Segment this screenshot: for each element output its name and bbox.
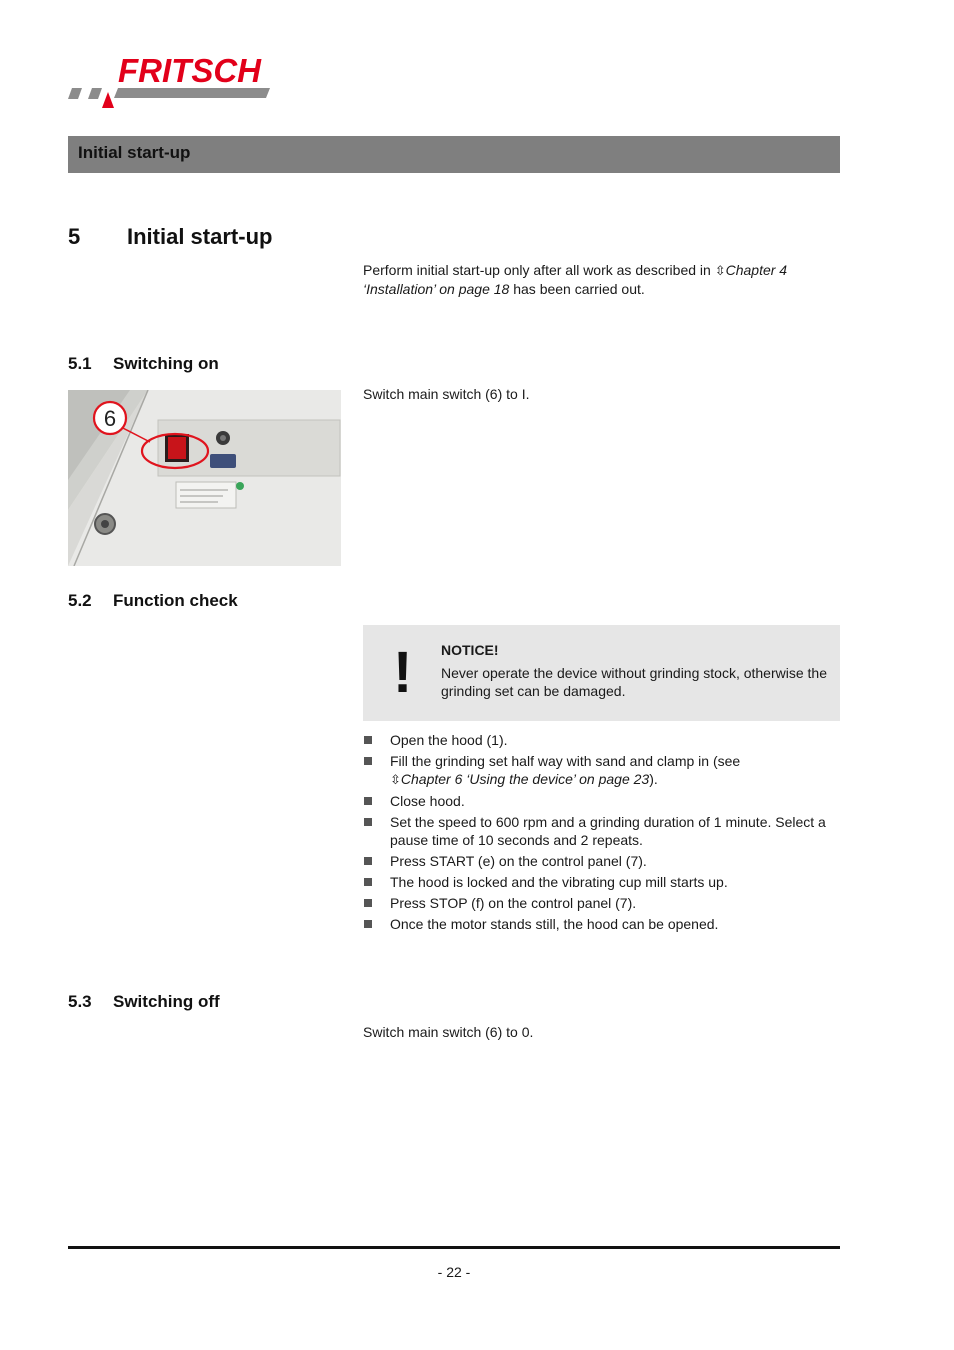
chapter-4-link[interactable]: Chapter 4 ‘Installation’ on page 18 bbox=[363, 262, 788, 297]
step-text: Fill the grinding set half way with sand and clamp in (see bbox=[390, 753, 741, 769]
intro-text-end: has been carried out. bbox=[509, 281, 645, 297]
step-text: Press STOP (f) on the control panel (7). bbox=[390, 895, 637, 911]
running-header: Initial start-up bbox=[68, 136, 840, 173]
section-title: Switching on bbox=[113, 354, 219, 373]
chapter-title: Initial start-up bbox=[127, 224, 273, 249]
function-check-steps bbox=[363, 731, 840, 936]
step-text: Open the hood (1). bbox=[390, 732, 508, 748]
section-heading-switching-on bbox=[68, 354, 219, 374]
intro-text: Perform initial start-up only after all work as described in bbox=[363, 262, 715, 278]
section-title: Function check bbox=[113, 591, 238, 610]
list-item bbox=[363, 915, 840, 933]
square-bullet-icon bbox=[364, 736, 372, 744]
square-bullet-icon bbox=[364, 899, 372, 907]
section-number: 5.3 bbox=[68, 992, 92, 1011]
section-heading-function-check bbox=[68, 591, 238, 611]
section-number: 5.2 bbox=[68, 591, 92, 610]
square-bullet-icon bbox=[364, 920, 372, 928]
list-item bbox=[363, 792, 840, 810]
notice-box bbox=[363, 625, 840, 721]
square-bullet-icon bbox=[364, 878, 372, 886]
step-text: Press START (e) on the control panel (7). bbox=[390, 853, 647, 869]
chapter-number: 5 bbox=[68, 224, 81, 249]
chapter-heading bbox=[68, 224, 272, 250]
callout-label: 6 bbox=[103, 406, 117, 431]
chapter-6-link[interactable]: Chapter 6 ‘Using the device’ on page 23 bbox=[400, 771, 650, 787]
step-text-end: ). bbox=[649, 771, 658, 787]
list-item bbox=[363, 731, 840, 749]
step-text: Close hood. bbox=[390, 793, 465, 809]
notice-text: Never operate the device without grinding stock, otherwise the grinding set can be damaged. bbox=[441, 665, 827, 699]
section-number: 5.1 bbox=[68, 354, 92, 373]
logo-text: FRITSCH bbox=[118, 52, 261, 89]
notice-heading: NOTICE! bbox=[441, 642, 499, 658]
device-panel-illustration bbox=[68, 390, 341, 566]
fritsch-logo bbox=[68, 52, 283, 112]
square-bullet-icon bbox=[364, 757, 372, 765]
list-item bbox=[363, 813, 840, 849]
list-item bbox=[363, 894, 840, 912]
step-text: The hood is locked and the vibrating cup mill starts up. bbox=[390, 874, 728, 890]
exclamation-icon: ! bbox=[393, 640, 413, 705]
logo-graphic bbox=[68, 52, 283, 112]
section-title: Switching off bbox=[113, 992, 220, 1011]
main-switch-photo bbox=[68, 390, 341, 566]
list-item bbox=[363, 852, 840, 870]
step-text: Once the motor stands still, the hood can be opened. bbox=[390, 916, 719, 932]
section-heading-switching-off bbox=[68, 992, 220, 1012]
square-bullet-icon bbox=[364, 818, 372, 826]
list-item bbox=[363, 873, 840, 891]
page-number: - 22 - bbox=[437, 1264, 471, 1280]
cross-reference-arrow-icon: ⇳ bbox=[714, 263, 726, 278]
footer-divider bbox=[68, 1246, 840, 1249]
chapter-intro bbox=[363, 261, 838, 298]
square-bullet-icon bbox=[364, 797, 372, 805]
list-item bbox=[363, 752, 840, 789]
switching-off-instruction: Switch main switch (6) to 0. bbox=[363, 1024, 534, 1040]
square-bullet-icon bbox=[364, 857, 372, 865]
switching-on-instruction: Switch main switch (6) to I. bbox=[363, 386, 530, 402]
cross-reference-arrow-icon: ⇳ bbox=[390, 772, 401, 787]
step-text: Set the speed to 600 rpm and a grinding duration of 1 minute. Select a pause time of 10 seconds and 2 repeats. bbox=[390, 814, 826, 848]
